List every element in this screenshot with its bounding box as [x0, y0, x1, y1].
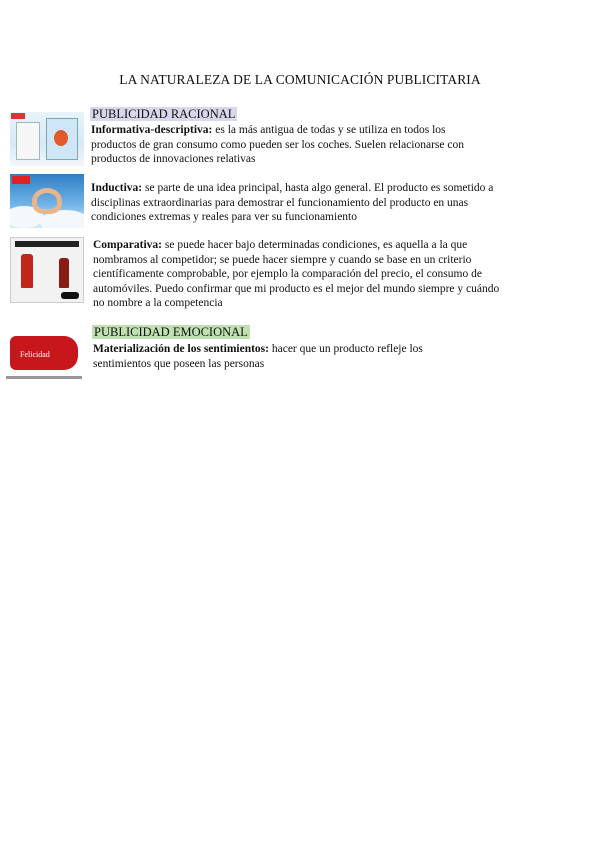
informativa-ad-image: [10, 112, 84, 166]
entry-term: Informativa-descriptiva:: [91, 124, 213, 136]
entry-term: Materialización de los sentimientos:: [93, 343, 269, 355]
comparativa-ad-image: [10, 237, 84, 303]
comparativa-entry: Comparativa: se puede hacer bajo determinadas condiciones, es aquella a la que nombramos al competidor; se puede hacer siempre y cuando se base en un criterio científicamente comprobable, por ejemplo la comparación del precio, el consumo de automóviles. Puedo confirmar que mi producto es el mejor del mundo siempre y cuándo no nombre a la competencia: [93, 239, 500, 309]
entry-term: Comparativa:: [93, 239, 162, 251]
brand-logo: [61, 292, 79, 299]
rational-section-label: PUBLICIDAD RACIONAL: [92, 107, 236, 121]
inductiva-ad-image: [10, 174, 84, 228]
page-title: LA NATURALEZA DE LA COMUNICACIÓN PUBLICITARIA: [119, 72, 481, 87]
bottle: [21, 254, 33, 288]
informativa-entry: Informativa-descriptiva: es la más antigua de todas y se utiliza en todos los productos de gran consumo como pueden ser los coches. Suelen relacionarse con productos de innovaciones relativas: [91, 124, 464, 165]
entry-term: Inductiva:: [91, 182, 143, 194]
emotional-ad-image: [2, 330, 86, 388]
brand-tag: [12, 176, 30, 184]
product-mascot: [54, 130, 68, 146]
materializacion-entry: Materialización de los sentimientos: hacer que un producto refleje los sentimientos que poseen las personas: [93, 343, 423, 370]
heart-hands: [32, 188, 62, 214]
product-box: [16, 122, 40, 160]
bottle: [59, 258, 69, 288]
can-label: Felicidad: [20, 350, 50, 359]
emotional-section-label: PUBLICIDAD EMOCIONAL: [94, 325, 248, 339]
brand-tag: [11, 113, 25, 119]
caption-strip: [6, 376, 82, 379]
headline-bar: [15, 241, 79, 247]
inductiva-entry: Inductiva: se parte de una idea principal, hasta algo general. El producto es sometido a disciplinas extraordinarias para demostrar el funcionamiento del producto en unas condiciones extremas y reales para ver su funcionamiento: [91, 182, 494, 223]
